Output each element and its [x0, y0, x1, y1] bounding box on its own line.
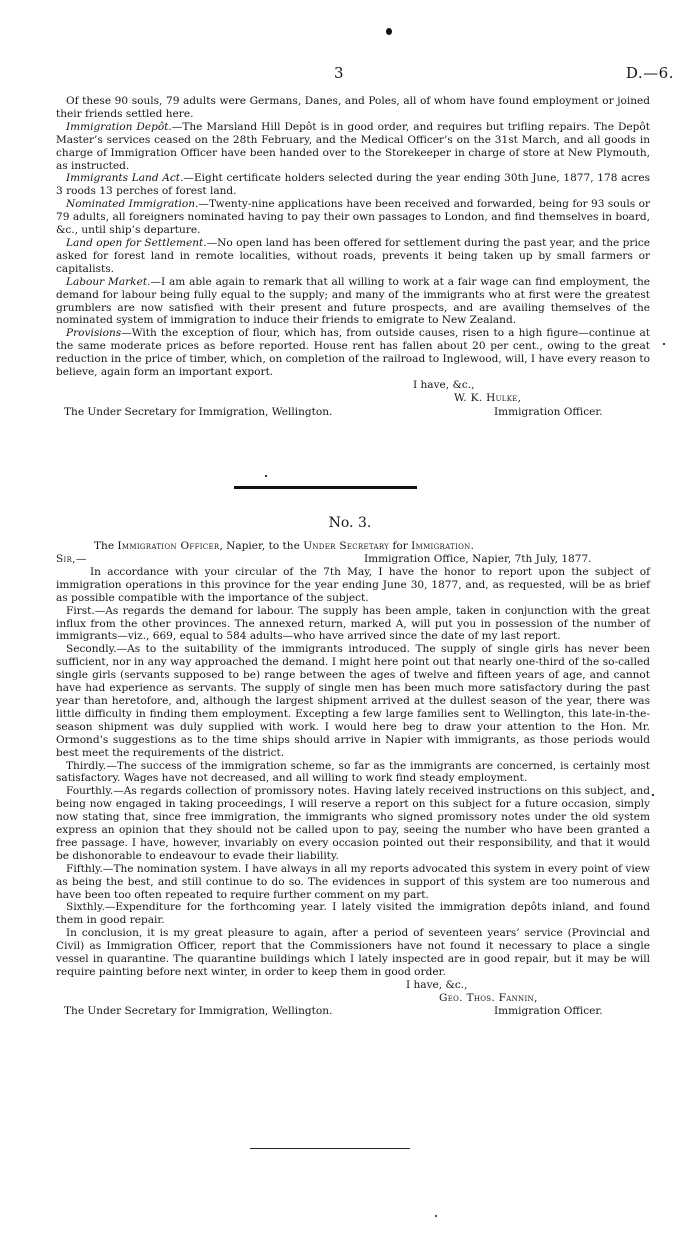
- paragraph: Provisions—With the exception of flour, which has, from outside causes, risen to a high figure—continue at the same moderate prices as before reported. House rent has fallen about 20 per cent., owing to the great reduction in the price of timber, which, on completion of the railroad to Inglewood, will, I have every reason to believe, again form an important export.: [56, 327, 650, 379]
- closing: I have, &c.,: [406, 978, 468, 991]
- paragraph-heading: Nominated Immigration.: [66, 198, 199, 211]
- document-reference: D.—6.: [625, 64, 674, 82]
- salutation-line: [56, 553, 650, 566]
- addressee: The Under Secretary for Immigration, Wellington.: [64, 1004, 333, 1017]
- paragraph: Thirdly.—The success of the immigration scheme, so far as the immigrants are concerned, is certainly most satisfactory. Wages have not decreased, and all willing to work find steady employment.: [56, 759, 650, 785]
- closing: I have, &c.,: [413, 378, 475, 391]
- margin-mark: [435, 1215, 437, 1217]
- paragraph: Secondly.—As to the suitability of the immigrants introduced. The supply of single girls has never been sufficient, nor in any way approached the demand. I might here point out that nearly one-third of the so-called single girls (servants supposed to be) range between the ages of twelve and fifteen years of age, and cannot have had experience as servants. The supply of single men has been much more satisfactory during the past year than heretofore, and, although the largest shipment arrived at the dullest season of the year, there was little difficulty in finding them employment. Excepting a few large families sent to Wellington, this late-in-the-season shipment was duly supplied with work. I would here beg to draw your attention to the Hon. Mr. Ormond’s suggestions as to the time ships should arrive in Napier with immigrants, as those periods would best meet the requirements of the district.: [56, 643, 650, 759]
- paragraph: Immigration Depôt.—The Marsland Hill Depôt is in good order, and requires but trifling repairs. The Depôt Master’s services ceased on the 28th February, and the Medical Officer’s on the 31st March, and all goods in charge of Immigration Officer have been handed over to the Storekeeper in charge of store at New Plymouth, as instructed.: [56, 120, 651, 172]
- letter-title: The Immigration Officer, Napier, to the Under Secretary for Immigration.: [94, 540, 474, 552]
- paragraph: Of these 90 souls, 79 adults were Germans, Danes, and Poles, all of whom have found employment or joined their friends settled here.: [56, 95, 650, 120]
- paragraph-heading: Land open for Settlement.: [66, 236, 207, 249]
- paragraph: Nominated Immigration.—Twenty-nine applications have been received and forwarded, being for 93 souls or 79 adults, all foreigners nominated having to pay their own passages to London, and find themselves in board, &c., until ship’s departure.: [56, 198, 650, 237]
- paragraph: Fourthly.—As regards collection of promissory notes. Having lately received instructions on this subject, and being now engaged in taking proceedings, I will reserve a report on this subject for a future occasion, simply now stating that, since free immigration, the immigrants who signed promissory notes under the old system express an opinion that they should not be called upon to pay, seeing the number who have been granted a free passage. I have, however, invariably on every occasion pointed out their responsibility, and that it would be dishonorable to endeavour to evade their liability.: [56, 785, 650, 862]
- paragraph: In accordance with your circular of the 7th May, I have the honor to report upon the subject of immigration operations in this province for the year ending June 30, 1877, and, as requested, will be as brief as possible compatible with the importance of the subject.: [56, 565, 650, 604]
- ink-dot: [386, 28, 392, 35]
- divider-mark: [265, 475, 267, 477]
- paragraph-heading: Immigrants Land Act.: [66, 172, 184, 185]
- closing-divider: [250, 1148, 410, 1149]
- paragraph: Immigrants Land Act.—Eight certificate holders selected during the year ending 30th June, 1877, 178 acres 3 roods 13 perches of forest land.: [56, 172, 650, 198]
- page-number: 3: [334, 64, 344, 82]
- salutation: Sir,—: [56, 552, 87, 565]
- paragraph: In conclusion, it is my great pleasure to again, after a period of seventeen years’ service (Provincial and Civil) as Immigration Officer, report that the Commissioners have not found it necessary to place a single vessel in quarantine. The quarantine buildings which I lately inspected are in good repair, but it may be will require painting before next winter, in order to keep them in good order.: [56, 927, 650, 978]
- signatory: W. K. Hulke,: [454, 391, 522, 404]
- margin-mark: [663, 343, 665, 345]
- signature-block: [56, 379, 650, 423]
- paragraph: Labour Market.—I am able again to remark that all willing to work at a fair wage can find employment, the demand for labour being fully equal to the supply; and many of the immigrants who at first were the greatest grumblers are now satisfied with their present and future prospects, and are availing themselves of the nominated system of immigration to induce their friends to emigrate to New Zealand.: [56, 275, 651, 327]
- section-divider: [234, 486, 417, 489]
- dateline: Immigration Office, Napier, 7th July, 1877.: [364, 552, 592, 565]
- margin-mark: [652, 794, 654, 796]
- signatory-title: Immigration Officer.: [494, 405, 603, 418]
- paragraph-heading: Labour Market.: [66, 275, 151, 288]
- letter-no-3: [56, 540, 650, 1025]
- addressee: The Under Secretary for Immigration, Wellington.: [64, 405, 333, 418]
- paragraph: Sixthly.—Expenditure for the forthcoming year. I lately visited the immigration depôts inland, and found them in good repair.: [56, 901, 650, 927]
- letter-number: No. 3.: [328, 515, 372, 531]
- paragraph: Land open for Settlement.—No open land has been offered for settlement during the past year, and the price asked for forest land in remote localities, without roads, prevents it being taken up by small farmers or capitalists.: [56, 236, 650, 275]
- signatory-title: Immigration Officer.: [494, 1004, 603, 1017]
- letter-continuation: [56, 95, 650, 423]
- signature-block: [56, 979, 650, 1025]
- paragraph: Fifthly.—The nomination system. I have always in all my reports advocated this system in every point of view as being the best, and still continue to do so. The evidences in support of this system are too numerous and have been too often repeated to require further comment on my part.: [56, 862, 650, 901]
- paragraph-heading: Immigration Depôt.: [66, 120, 172, 133]
- signatory: Geo. Thos. Fannin,: [439, 991, 538, 1004]
- paragraph: First.—As regards the demand for labour. The supply has been ample, taken in conjunction with the great influx from the other provinces. The annexed return, marked A, will put you in possession of the number of immigrants—viz., 669, equal to 584 adults—who have arrived since the date of my last report.: [56, 604, 650, 643]
- paragraph-heading: Provisions: [66, 327, 122, 340]
